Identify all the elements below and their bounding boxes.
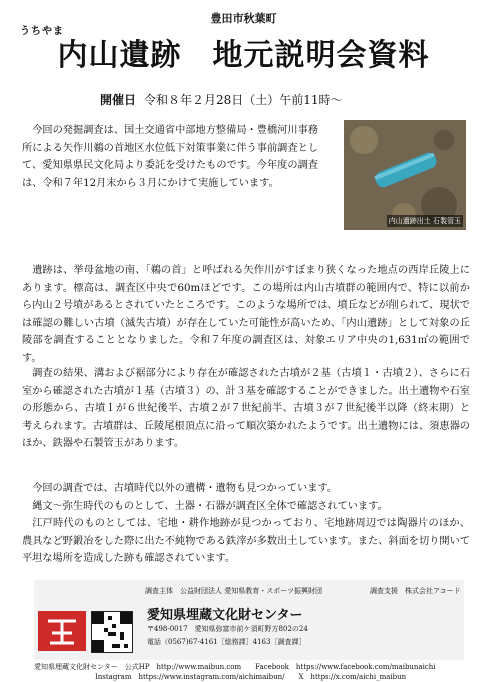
- stone-tube-bead-image: [344, 120, 466, 230]
- qr-code[interactable]: [91, 611, 133, 653]
- paragraph-intro: 今回の発掘調査は、国土交通省中部地方整備局・豊橋河川事務所による矢作川鵜の首地区水位低下対策事業に伴う事前調査として、愛知県県民文化局より委託を受けたものです。今年度の調査は、令和７年12月末から３月にかけて実施しています。: [22, 125, 318, 189]
- center-address: 〒498-0017 愛知県弥富市前ケ須町野方802の24: [147, 625, 308, 633]
- other-finds-line: 縄文〜弥生時代のものとして、土器・石器が調査区全体で確認されています。: [32, 500, 388, 512]
- date-label: 開催日: [100, 93, 137, 107]
- photo-caption: 内山遺跡出土 石製管玉: [388, 217, 461, 225]
- sns-links-line-1[interactable]: 愛知県埋蔵文化財センター 公式HP http://www.maibun.com Facebook https://www.facebook.com/maibunaichi: [34, 663, 436, 671]
- logo-mark-icon: [38, 611, 86, 651]
- paragraph-other-finds: [22, 480, 470, 568]
- page-title: 内山遺跡 地元説明会資料: [57, 38, 430, 73]
- center-phone: 電話（0567)67-4161［総務課］4163［調査課］: [147, 638, 306, 646]
- paragraph-site: 遺跡は、挙母盆地の南、「鵜の首」と呼ばれる矢作川がすぼまり狭くなった地点の西岸丘陵上にあります。標高は、調査区中央で60mほどです。この場所は内山古墳群の範囲内で、特に以前から内山２号墳があるとされていたところです。このような場所では、墳丘などが削られて、現状では確認の難しい古墳（滅失古墳）が存在していた可能性が高いため、「内山遺跡」として対象の丘陵部を調査することとなりました。令和７年度の調査区は、対象エリア中央の1,631㎡の範囲です。: [22, 265, 470, 364]
- title-ruby: うちやま: [20, 26, 64, 37]
- qr-code-icon: [92, 612, 132, 652]
- survey-support: 調査支援 株式会社アコード: [370, 587, 461, 595]
- survey-organizer: 調査主体 公益財団法人 愛知県教育・スポーツ振興財団: [145, 587, 322, 595]
- location: 豊田市秋葉町: [210, 12, 277, 25]
- other-finds-line: 今回の調査では、古墳時代以外の遺構・遺物も見つかっています。: [32, 483, 337, 494]
- paragraph-results: 調査の結果、溝および裾部分により存在が確認された古墳が２基（古墳１・古墳２）、さらに石室から確認された古墳が１基（古墳３）の、計３基を確認することができました。出土遺物や石室の形態から、古墳１が６世紀後半、古墳２が７世紀前半、古墳３が７世紀後半以降（終末期）と考えられます。古墳群は、丘陵尾根頂点に沿って順次築かれたようです。出土遺物には、須恵器のほか、鉄器や石製管玉があります。: [22, 368, 470, 450]
- date-value: 令和８年２月28日（土）午前11時〜: [144, 93, 343, 107]
- sns-links-line-2[interactable]: Instagram https://www.instagram.com/aichimaibun/ X https://x.com/aichi_maibun: [95, 673, 407, 681]
- event-date: [100, 91, 343, 108]
- center-name: 愛知県埋蔵文化財センター: [147, 608, 303, 623]
- artifact-photo: [344, 120, 466, 230]
- other-finds-line: 江戸時代のものとしては、宅地・耕作地跡が見つかっており、宅地跡周辺では陶器片のほか、農具など野鍛冶をした際に出た不純物である鉄滓が多数出土しています。また、斜面を切り開いて平坦な場所を造成した跡も確認されています。: [22, 518, 470, 565]
- center-logo: [38, 611, 86, 651]
